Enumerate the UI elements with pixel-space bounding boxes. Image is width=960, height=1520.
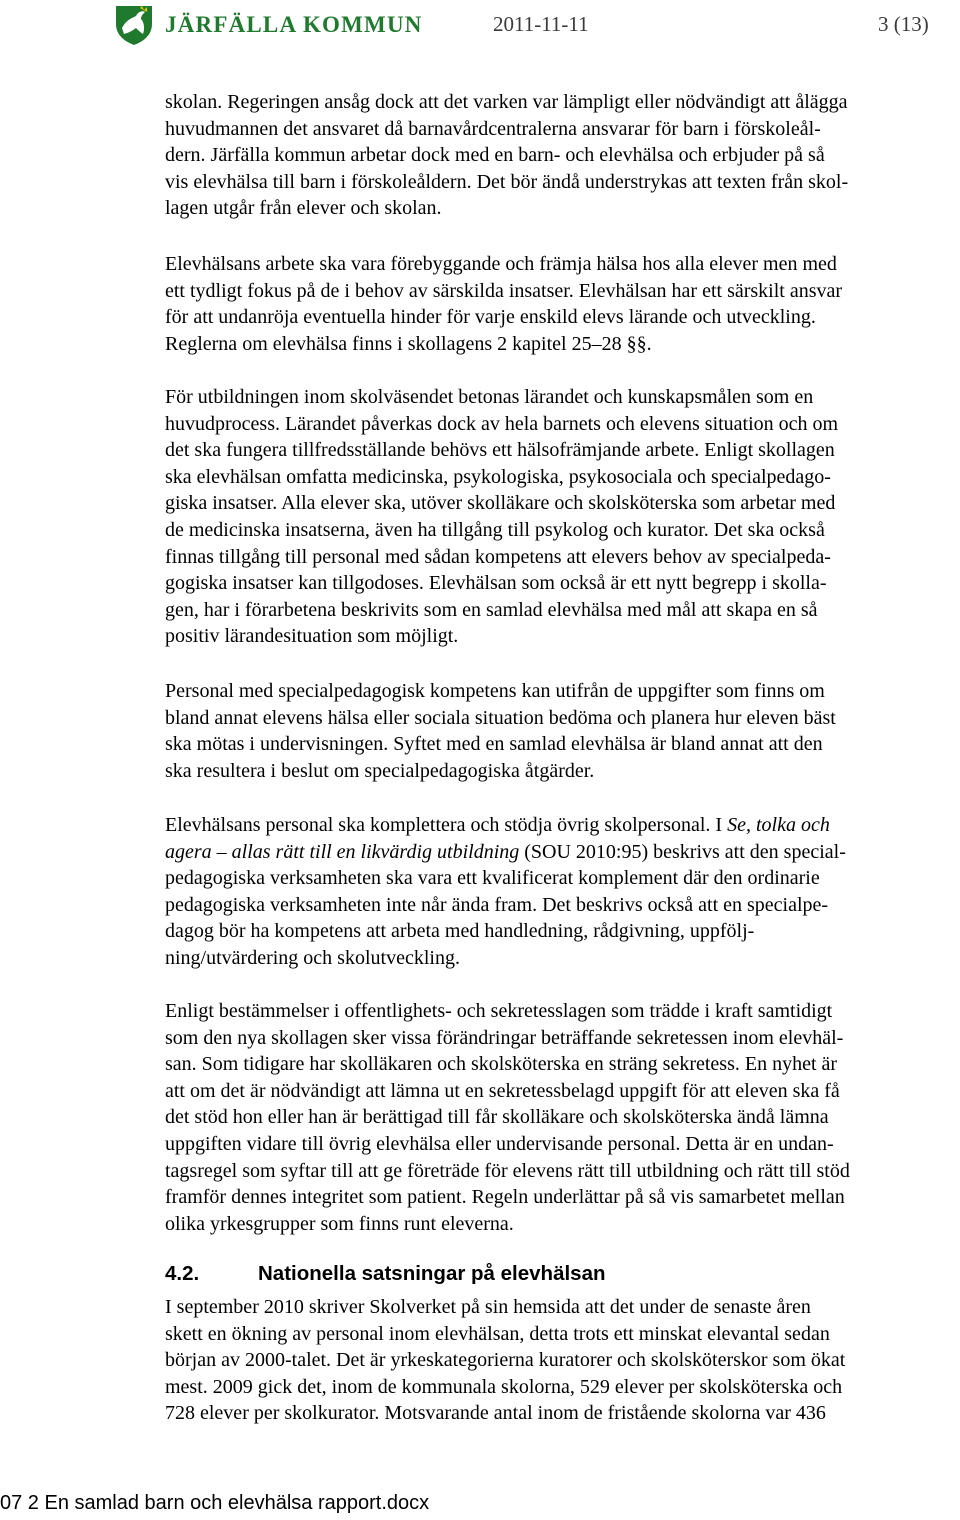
text-line: dagog bör ha kompetens att arbeta med handledning, rådgivning, uppfölj- (165, 920, 755, 943)
footer-filename: 07 2 En samlad barn och elevhälsa rapport.docx (0, 1492, 430, 1514)
text-line: bland annat elevens hälsa eller sociala situation bedöma och planera hur eleven bäst (165, 706, 836, 729)
text-line: ning/utvärdering och skolutveckling. (165, 946, 460, 969)
text-line: huvudprocess. Lärandet påverkas dock av hela barnets och elevens situation och om (165, 412, 839, 435)
text-line: för att undanröja eventuella hinder för varje enskild elevs lärande och utveckling. (165, 306, 816, 329)
municipality-logo-text: JÄRFÄLLA KOMMUN (165, 12, 423, 37)
citation-title: agera – allas rätt till en likvärdig utbildning (165, 840, 520, 863)
text-line: gen, har i förarbetena beskrivits som en samlad elevhälsa med mål att skapa en så (165, 598, 818, 621)
text-line: det stöd hon eller han är berättigad till får skolläkare och skolsköterska ändå lämna (165, 1106, 829, 1129)
text-line: positiv lärandesituation som möjligt. (165, 625, 459, 648)
text-line: lagen utgår från elever och skolan. (165, 197, 442, 220)
text-line: Reglerna om elevhälsa finns i skollagens 2 kapitel 25–28 §§. (165, 332, 652, 355)
text-line (165, 812, 960, 839)
text-line: ska resultera i beslut om specialpedagogiska åtgärder. (165, 759, 595, 782)
text-line: att om det är nödvändigt att lämna ut en sekretessbelagd uppgift för att eleven ska få (165, 1079, 840, 1102)
text-line: gogiska insatser kan tillgodoses. Elevhälsan som också är ett nytt begrepp i skolla- (165, 572, 827, 595)
text-line: ska elevhälsan omfatta medicinska, psykologiska, psykosociala och specialpedago- (165, 465, 831, 488)
paragraph-2 (165, 251, 960, 357)
page-header (0, 0, 960, 56)
text-run: Elevhälsans personal ska komplettera och stödja övrig skolpersonal. I (165, 814, 728, 836)
text-line: uppgiften vidare till övrig elevhälsa eller undervisande personal. Detta är en undan- (165, 1132, 834, 1155)
text-line: 728 elever per skolkurator. Motsvarande antal inom de fristående skolorna var 436 (165, 1402, 826, 1425)
text-line: skolan. Regeringen ansåg dock att det varken var lämpligt eller nödvändigt att ålägga (165, 91, 848, 113)
coat-of-arms-icon (114, 4, 154, 46)
text-line: framför dennes integritet som patient. Regeln underlättar på så vis samarbetet mellan (165, 1186, 845, 1209)
paragraph-7 (165, 1294, 960, 1427)
citation-title: Se, tolka och (727, 814, 830, 836)
text-line: mest. 2009 gick det, inom de kommunala skolorna, 529 elever per skolsköterska och (165, 1375, 843, 1398)
text-line: som den nya skollagen sker vissa förändringar beträffande sekretessen inom elevhäl- (165, 1026, 844, 1049)
text-line: Personal med specialpedagogisk kompetens kan utifrån de uppgifter som finns om (165, 680, 825, 702)
paragraph-6 (165, 998, 960, 1237)
text-line: de medicinska insatserna, även ha tillgång till psykolog och kurator. Det ska också (165, 518, 825, 541)
text-line: början av 2000-talet. Det är yrkeskategorierna kuratorer och skolsköterskor som ökat (165, 1349, 846, 1372)
text-line (165, 839, 960, 866)
paragraph-5 (165, 812, 960, 972)
text-line: I september 2010 skriver Skolverket på sin hemsida att det under de senaste åren (165, 1296, 811, 1318)
text-line: det ska fungera tillfredsställande behövs ett hälsofrämjande arbete. Enligt skollagen (165, 439, 835, 462)
text-line: ett tydligt fokus på de i behov av särskilda insatser. Elevhälsan har ett särskilt ansvar (165, 279, 843, 302)
text-line: vis elevhälsa till barn i förskoleåldern. Det bör ändå understrykas att texten från skol- (165, 170, 849, 193)
text-line: huvudmannen det ansvaret då barnavårdcentralerna ansvarar för barn i förskoleål- (165, 117, 821, 140)
paragraph-3 (165, 384, 960, 650)
text-line: dern. Järfälla kommun arbetar dock med en barn- och elevhälsa och erbjuder på så (165, 144, 825, 167)
text-line: ska mötas i undervisningen. Syftet med en samlad elevhälsa är bland annat att den (165, 733, 823, 756)
text-line: tagsregel som syftar till att ge företräde för elevens rätt till utbildning och rätt till stöd (165, 1159, 850, 1182)
header-page-number: 3 (13) (878, 12, 929, 36)
text-line: pedagogiska verksamheten ska vara ett kvalificerat komplement där den ordinarie (165, 867, 820, 890)
text-line: giska insatser. Alla elever ska, utöver skolläkare och skolsköterska som arbetar med (165, 492, 836, 515)
header-date: 2011-11-11 (493, 12, 589, 36)
text-run: (SOU 2010:95) beskrivs att den special- (519, 840, 846, 863)
text-line: skett en ökning av personal inom elevhälsan, detta trots ett minskat elevantal sedan (165, 1322, 830, 1345)
paragraph-1 (165, 89, 960, 222)
text-line: För utbildningen inom skolväsendet betonas lärandet och kunskapsmålen som en (165, 386, 814, 408)
text-line: olika yrkesgrupper som finns runt eleverna. (165, 1212, 514, 1235)
text-line: Elevhälsans arbete ska vara förebyggande och främja hälsa hos alla elever men med (165, 253, 837, 275)
text-line: pedagogiska verksamheten inte når ända fram. Det beskrivs också att en specialpe- (165, 893, 829, 916)
paragraph-4 (165, 678, 960, 784)
text-line: san. Som tidigare har skolläkaren och skolsköterska en sträng sekretess. En nyhet är (165, 1053, 838, 1076)
section-title: Nationella satsningar på elevhälsan (258, 1262, 606, 1285)
text-line: Enligt bestämmelser i offentlighets- och sekretesslagen som trädde i kraft samtidigt (165, 1000, 833, 1022)
section-number: 4.2. (165, 1262, 200, 1285)
text-line: finnas tillgång till personal med sådan kompetens att elevers behov av specialpeda- (165, 545, 831, 568)
section-heading (165, 1262, 606, 1286)
